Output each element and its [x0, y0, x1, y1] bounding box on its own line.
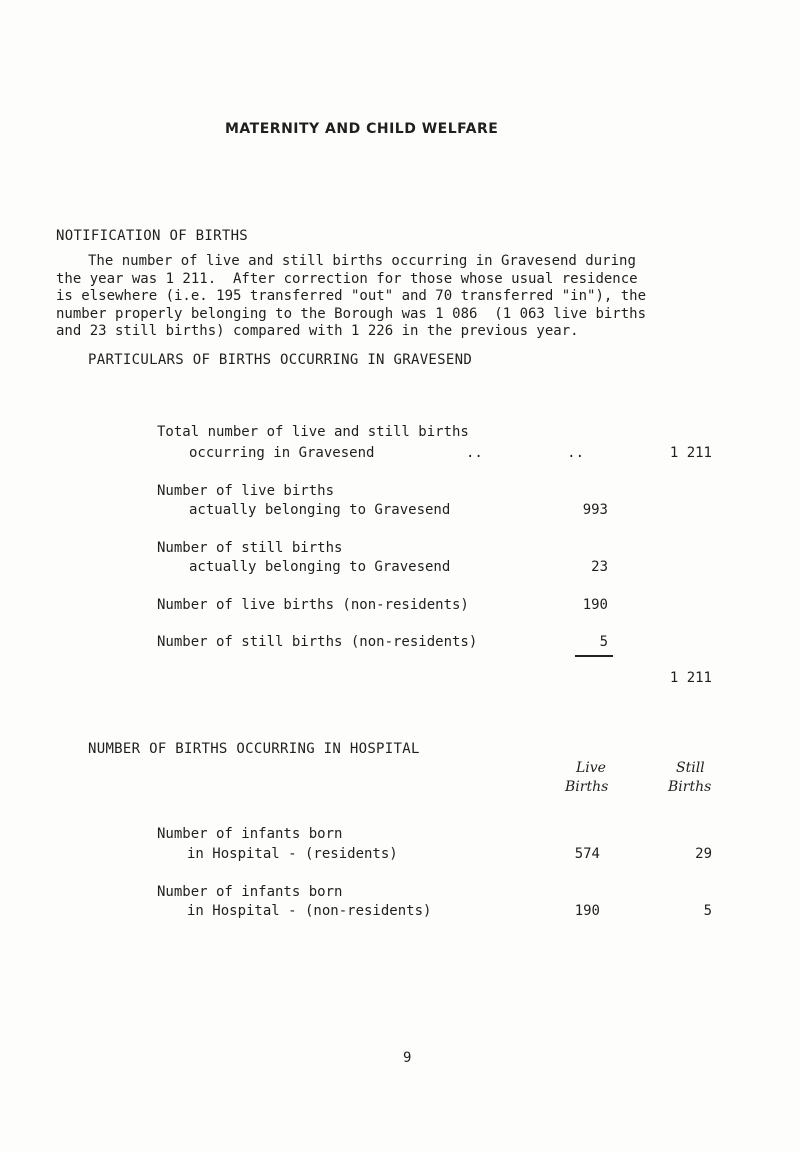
- row-live-belonging-label-1: Number of live births: [157, 483, 335, 499]
- paragraph-line: number properly belonging to the Borough was 1 086 (1 063 live births: [56, 305, 647, 322]
- particulars-heading: PARTICULARS OF BIRTHS OCCURRING IN GRAVESEND: [88, 352, 473, 368]
- row-still-nonresident-value: 5: [599, 634, 608, 650]
- paragraph-line: and 23 still births) compared with 1 226 in the previous year.: [56, 323, 579, 339]
- hospital-row-nonresidents-label-1: Number of infants born: [157, 884, 343, 900]
- hospital-row-residents-label-2: in Hospital - (residents): [187, 846, 398, 862]
- notification-paragraph: [56, 253, 748, 341]
- page-title: MATERNITY AND CHILD WELFARE: [225, 121, 499, 137]
- row-still-belonging-value: 23: [591, 559, 608, 575]
- hospital-row-nonresidents-label-2: in Hospital - (non-residents): [187, 903, 432, 919]
- column-header-live-births: Births: [565, 779, 609, 795]
- column-header-still: Still: [676, 760, 705, 776]
- column-header-live: Live: [576, 760, 606, 776]
- total-value: 1 211: [669, 445, 712, 461]
- hospital-row-nonresidents-live: 190: [574, 903, 600, 919]
- total-label-line-1: Total number of live and still births: [157, 424, 469, 440]
- row-live-belonging-label-2: actually belonging to Gravesend: [189, 502, 451, 518]
- column-header-still-births: Births: [668, 779, 712, 795]
- paragraph-line: the year was 1 211. After correction for those whose usual residence: [56, 270, 638, 287]
- paragraph-line: The number of live and still births occurring in Gravesend during: [88, 253, 636, 269]
- paragraph-line: is elsewhere (i.e. 195 transferred "out" and 70 transferred "in"), the: [56, 288, 647, 304]
- hospital-row-residents-label-1: Number of infants born: [157, 826, 343, 842]
- total-label-line-2: occurring in Gravesend: [189, 445, 375, 461]
- hospital-row-residents-live: 574: [574, 846, 600, 862]
- sum-rule: [575, 655, 613, 657]
- page-number: 9: [403, 1050, 412, 1066]
- row-live-nonresident-value: 190: [582, 597, 608, 613]
- hospital-heading: NUMBER OF BIRTHS OCCURRING IN HOSPITAL: [88, 741, 420, 757]
- total-leader-dots: .. ..: [466, 445, 585, 461]
- row-still-belonging-label-1: Number of still births: [157, 540, 343, 556]
- row-live-nonresident-label: Number of live births (non-residents): [157, 597, 469, 613]
- hospital-row-nonresidents-still: 5: [703, 903, 712, 919]
- sum-value: 1 211: [669, 670, 712, 686]
- row-live-belonging-value: 993: [582, 502, 608, 518]
- hospital-row-residents-still: 29: [695, 846, 712, 862]
- row-still-nonresident-label: Number of still births (non-residents): [157, 634, 478, 650]
- notification-heading: NOTIFICATION OF BIRTHS: [56, 228, 249, 244]
- row-still-belonging-label-2: actually belonging to Gravesend: [189, 559, 451, 575]
